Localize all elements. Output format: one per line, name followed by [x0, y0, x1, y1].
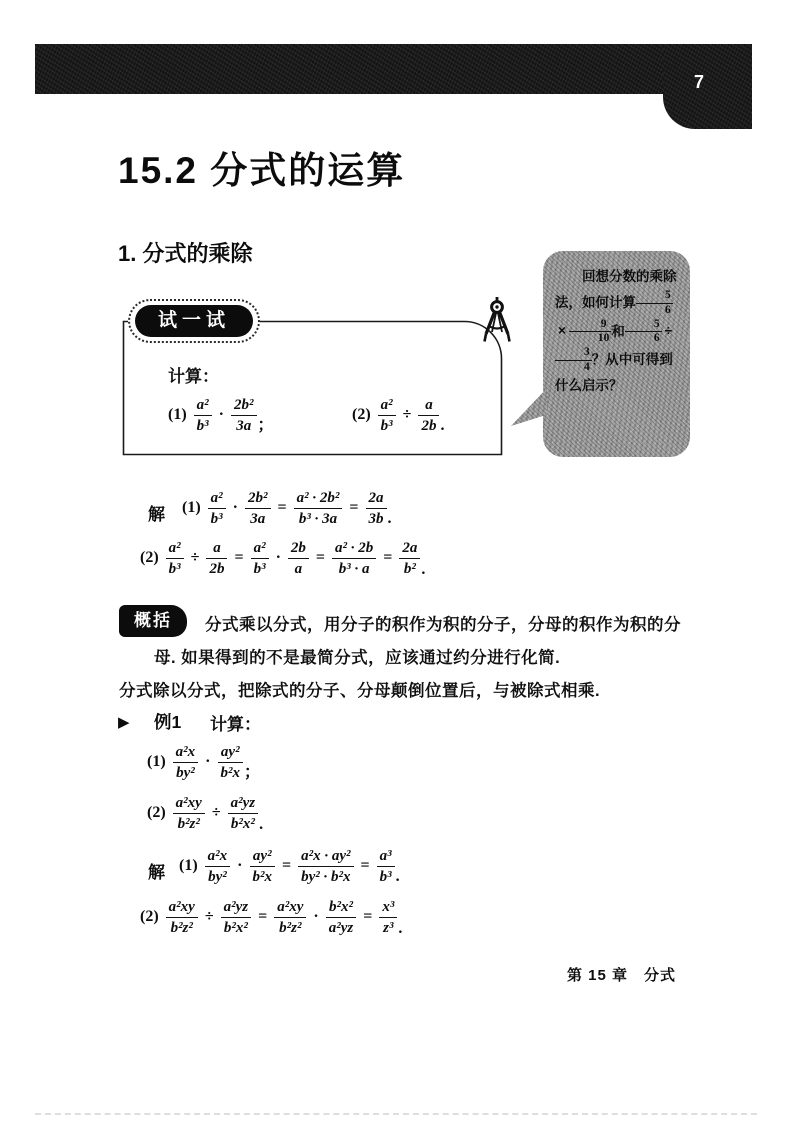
- speech-bubble: [543, 251, 690, 457]
- summary-line-1: 分式乘以分式，用分子的积作为积的分子，分母的积作为积的分: [205, 616, 681, 634]
- scan-edge-line: [35, 1113, 757, 1115]
- example-problem-2: (2) $\frac{\text{a²xy}}{\text{b²z²}}$ ÷ $\frac{\text{a²yz}}{\text{b²x²}}$ .: [147, 794, 264, 833]
- summary-line-3: 分式除以分式，把除式的分子、分母颠倒位置后，与被除式相乘.: [119, 682, 601, 700]
- example-solution-line-2: (2) $\frac{\text{a²xy}}{\text{b²z²}}$ ÷ $\frac{\text{a²yz}}{\text{b²x²}}$ = $\frac{\text{a²xy}}{\text{b²z²}}$ · $\frac{\text{b²x²}}{\text{a²yz}}$ = $\frac{\text{x³}}{\text{z³}}$ .: [140, 898, 403, 937]
- speech-bubble-text: 回想分数的乘除法，如何计算 $\frac{5}{6}$ × $\frac{9}{10}$ 和 $\frac{5}{6}$ ÷ $\frac{3}{4}$ ？从中可得到什么启示？: [555, 269, 677, 393]
- example-problem-1: (1) $\frac{\text{a²x}}{\text{by²}}$ · $\frac{\text{ay²}}{\text{b²x}}$ ；: [147, 743, 261, 781]
- summary-line-2: 母. 如果得到的不是最简分式，应该通过约分进行化简.: [154, 649, 561, 667]
- page-number: 7: [693, 72, 704, 92]
- example-solution-label: 解: [148, 863, 165, 882]
- example-marker-icon: ▶: [118, 714, 130, 731]
- try-it-problem-1: (1) $\frac{\text{a²}}{\text{b³}}$ · $\frac{\text{2b²}}{3a}$ ；: [168, 396, 274, 434]
- try-it-problem-2: (2) $\frac{\text{a²}}{\text{b³}}$ ÷ $\frac{a}{2b}$ .: [352, 396, 445, 434]
- example-prompt: 计算：: [210, 715, 261, 734]
- page-title: 15.2 分式的运算: [118, 150, 406, 191]
- try-it-prompt: 计算：: [168, 367, 219, 386]
- solution-label: 解: [148, 505, 165, 524]
- try-it-badge: [128, 299, 260, 343]
- solution-line-1: (1) $\frac{\text{a²}}{\text{b³}}$ · $\frac{\text{2b²}}{3a}$ = $\frac{\text{a² · 2b²}}{\text{b³ · 3a}}$ = $\frac{2a}{3b}$ .: [182, 489, 392, 527]
- chapter-banner: [35, 44, 752, 94]
- solution-line-2: (2) $\frac{\text{a²}}{\text{b³}}$ ÷ $\frac{a}{2b}$ = $\frac{\text{a²}}{\text{b³}}$ · $\frac{2b}{a}$ = $\frac{\text{a² · 2b}}{\text{b³ · a}}$ = $\frac{2a}{\text{b²}}$ .: [140, 539, 426, 578]
- example-solution-line-1: (1) $\frac{\text{a²x}}{\text{by²}}$ · $\frac{\text{ay²}}{\text{b²x}}$ = $\frac{\text{a²x · ay²}}{\text{by² · b²x}}$ = $\frac{\text{a³}}{\text{b³}}$ .: [179, 847, 400, 885]
- section-heading: 1. 分式的乘除: [118, 241, 253, 266]
- example-label: 例1: [154, 712, 182, 732]
- compass-icon: [479, 297, 515, 345]
- speech-bubble-tail: [511, 388, 547, 426]
- summary-badge: 概括: [119, 605, 187, 637]
- chapter-footer: 第 15 章 分式: [567, 967, 677, 984]
- try-it-badge-label: 试一试: [135, 305, 253, 337]
